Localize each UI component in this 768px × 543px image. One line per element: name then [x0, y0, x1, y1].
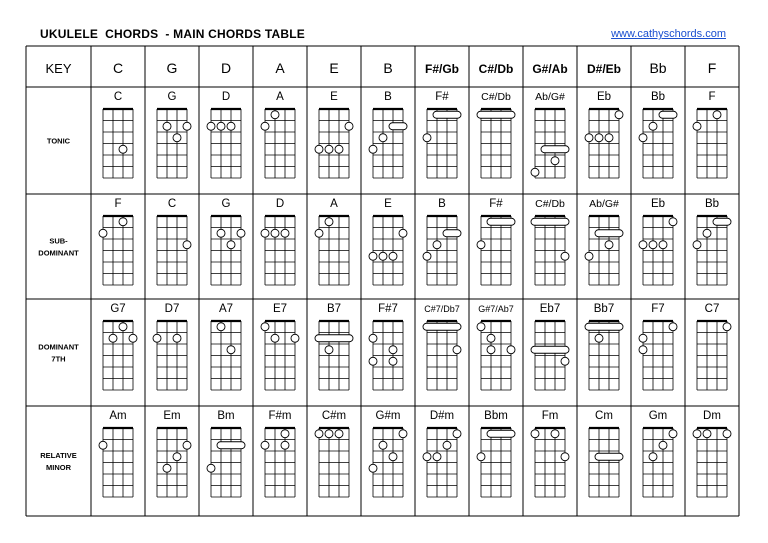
finger-dot: [669, 323, 677, 331]
chord-diagram: [477, 198, 515, 285]
chord-diagram: [157, 410, 191, 497]
finger-dot: [315, 145, 323, 153]
chord-diagram: [639, 198, 677, 285]
finger-dot: [345, 122, 353, 130]
finger-dot: [379, 441, 387, 449]
chord-diagram: [315, 198, 349, 285]
page-title: UKULELE CHORDS - MAIN CHORDS TABLE: [40, 27, 305, 41]
chord-name: C#/Db: [481, 91, 511, 103]
barre: [477, 111, 515, 118]
finger-dot: [315, 430, 323, 438]
finger-dot: [163, 464, 171, 472]
finger-dot: [369, 464, 377, 472]
finger-dot: [423, 134, 431, 142]
finger-dot: [389, 453, 397, 461]
row-label: SUB-: [49, 236, 68, 246]
finger-dot: [119, 145, 127, 153]
finger-dot: [217, 323, 225, 331]
finger-dot: [477, 453, 485, 461]
key-cell-10: Bb: [649, 60, 667, 76]
chord-diagram: [693, 198, 731, 285]
chord-diagram: [103, 303, 137, 390]
finger-dot: [723, 430, 731, 438]
finger-dot: [291, 334, 299, 342]
finger-dot: [507, 346, 515, 354]
finger-dot: [183, 122, 191, 130]
chord-name: F: [708, 91, 716, 103]
finger-dot: [443, 441, 451, 449]
key-cell-5: B: [383, 60, 393, 76]
finger-dot: [693, 430, 701, 438]
finger-dot: [217, 122, 225, 130]
finger-dot: [99, 441, 107, 449]
finger-dot: [561, 453, 569, 461]
finger-dot: [487, 346, 495, 354]
chord-name: G#7/Ab7: [478, 304, 514, 314]
barre: [315, 335, 353, 342]
finger-dot: [99, 229, 107, 237]
chord-diagram: [423, 410, 461, 497]
finger-dot: [163, 122, 171, 130]
finger-dot: [693, 122, 701, 130]
key-cell-7: C#/Db: [478, 62, 514, 76]
barre: [443, 230, 461, 237]
key-cell-8: G#/Ab: [532, 62, 568, 76]
finger-dot: [723, 323, 731, 331]
chord-name: C: [113, 91, 123, 103]
chord-diagram: [211, 198, 245, 285]
finger-dot: [227, 346, 235, 354]
chord-name: E: [384, 198, 392, 210]
finger-dot: [281, 229, 289, 237]
chord-diagram: [153, 303, 187, 390]
chord-diagram: [585, 303, 623, 390]
chord-name: C#7/Db7: [424, 304, 460, 314]
chord-diagram: [103, 91, 133, 178]
key-cell-0: C: [112, 60, 124, 76]
chord-diagram: [531, 303, 569, 390]
finger-dot: [389, 346, 397, 354]
finger-dot: [561, 357, 569, 365]
finger-dot: [561, 252, 569, 260]
finger-dot: [227, 241, 235, 249]
chord-diagram: [369, 198, 407, 285]
finger-dot: [487, 334, 495, 342]
chord-diagram: [211, 303, 241, 390]
chord-diagram: [643, 410, 677, 497]
finger-dot: [325, 346, 333, 354]
finger-dot: [453, 346, 461, 354]
chord-name: Bb7: [593, 303, 615, 315]
chord-diagram: [315, 303, 353, 390]
finger-dot: [119, 323, 127, 331]
finger-dot: [369, 145, 377, 153]
barre: [659, 111, 677, 118]
chord-diagram: [315, 91, 353, 178]
finger-dot: [129, 334, 137, 342]
chord-name: D7: [164, 303, 180, 315]
chord-name: Ab/G#: [535, 91, 565, 103]
finger-dot: [585, 252, 593, 260]
finger-dot: [173, 453, 181, 461]
chord-name: D: [275, 198, 285, 210]
finger-dot: [531, 430, 539, 438]
finger-dot: [585, 134, 593, 142]
finger-dot: [271, 229, 279, 237]
finger-dot: [551, 157, 559, 165]
chord-name: Fm: [541, 410, 559, 422]
finger-dot: [207, 122, 215, 130]
finger-dot: [325, 145, 333, 153]
chord-name: B7: [326, 303, 342, 315]
chord-name: F#: [489, 198, 503, 210]
chord-name: G: [221, 198, 231, 210]
finger-dot: [173, 334, 181, 342]
chord-name: Bm: [217, 410, 235, 422]
finger-dot: [261, 441, 269, 449]
chord-name: A7: [218, 303, 234, 315]
chord-name: G7: [110, 303, 126, 315]
finger-dot: [315, 229, 323, 237]
barre: [541, 146, 569, 153]
chord-name: E: [330, 91, 338, 103]
key-cell-9: D#/Eb: [586, 62, 622, 76]
key-cell-1: G: [166, 60, 178, 76]
chord-name: Em: [163, 410, 181, 422]
finger-dot: [423, 453, 431, 461]
finger-dot: [713, 111, 721, 119]
chord-name: B: [384, 91, 392, 103]
chord-diagram: [207, 410, 245, 497]
finger-dot: [595, 134, 603, 142]
chord-name: C#m: [321, 410, 347, 422]
row-label: TONIC: [46, 136, 71, 146]
chord-name: Eb: [650, 198, 666, 210]
barre: [433, 111, 461, 118]
finger-dot: [369, 334, 377, 342]
finger-dot: [335, 145, 343, 153]
finger-dot: [369, 252, 377, 260]
finger-dot: [531, 168, 539, 176]
finger-dot: [615, 111, 623, 119]
chord-diagram: [369, 91, 407, 178]
chord-diagram: [693, 91, 727, 178]
finger-dot: [639, 134, 647, 142]
chord-name: F7: [651, 303, 665, 315]
key-cell-11: F: [707, 60, 717, 76]
key-cell-2: D: [220, 60, 232, 76]
chord-name: A: [276, 91, 284, 103]
chord-name: Eb7: [539, 303, 561, 315]
barre: [531, 346, 569, 353]
chord-diagram: [585, 91, 623, 178]
chord-name: F#7: [378, 303, 398, 315]
finger-dot: [595, 334, 603, 342]
chord-diagram: [639, 91, 677, 178]
finger-dot: [389, 357, 397, 365]
chord-name: Ab/G#: [589, 198, 619, 210]
finger-dot: [639, 346, 647, 354]
finger-dot: [261, 323, 269, 331]
finger-dot: [325, 218, 333, 226]
finger-dot: [669, 218, 677, 226]
finger-dot: [433, 241, 441, 249]
chord-diagram: [693, 410, 731, 497]
row-label: 7TH: [51, 354, 66, 364]
chord-name: F: [114, 198, 122, 210]
chord-diagram: [369, 303, 403, 390]
barre: [713, 218, 731, 225]
chord-name: A: [330, 198, 338, 210]
chord-diagram: [423, 304, 461, 390]
chord-name: Gm: [648, 410, 668, 422]
barre: [423, 323, 461, 330]
chord-diagram: [261, 303, 299, 390]
chord-diagram: [589, 410, 623, 497]
chord-diagram: [157, 91, 191, 178]
finger-dot: [399, 430, 407, 438]
finger-dot: [183, 241, 191, 249]
chord-diagram: [531, 410, 569, 497]
finger-dot: [261, 122, 269, 130]
finger-dot: [639, 334, 647, 342]
barre: [595, 230, 623, 237]
finger-dot: [669, 430, 677, 438]
finger-dot: [703, 430, 711, 438]
chord-diagram: [697, 303, 731, 390]
finger-dot: [281, 430, 289, 438]
finger-dot: [369, 357, 377, 365]
chord-name: Dm: [703, 410, 721, 422]
finger-dot: [183, 441, 191, 449]
chord-name: Bb: [650, 91, 666, 103]
finger-dot: [605, 134, 613, 142]
finger-dot: [335, 430, 343, 438]
finger-dot: [649, 453, 657, 461]
finger-dot: [477, 241, 485, 249]
finger-dot: [227, 122, 235, 130]
finger-dot: [237, 229, 245, 237]
key-cell-3: A: [275, 60, 285, 76]
chord-name: Cm: [595, 410, 613, 422]
finger-dot: [423, 252, 431, 260]
barre: [487, 430, 515, 437]
row-label: DOMINANT: [38, 342, 79, 352]
finger-dot: [649, 122, 657, 130]
chord-name: D: [221, 91, 231, 103]
finger-dot: [693, 241, 701, 249]
row-label: RELATIVE: [40, 451, 77, 460]
chord-diagram: [261, 91, 295, 178]
chord-name: D#m: [429, 410, 455, 422]
chord-diagram: [477, 410, 515, 497]
finger-dot: [639, 241, 647, 249]
chord-diagram: [99, 410, 133, 497]
barre: [585, 323, 623, 330]
key-cell-6: F#/Gb: [424, 62, 460, 76]
finger-dot: [207, 464, 215, 472]
finger-dot: [217, 229, 225, 237]
chord-diagram: [477, 91, 515, 178]
chord-diagram: [315, 410, 349, 497]
chord-diagram: [423, 198, 461, 285]
chord-diagram: [585, 198, 623, 285]
key-cell-4: E: [329, 60, 339, 76]
finger-dot: [551, 430, 559, 438]
chord-diagram: [477, 304, 515, 390]
finger-dot: [399, 229, 407, 237]
chord-name: G#m: [375, 410, 401, 422]
finger-dot: [453, 430, 461, 438]
chord-name: C7: [704, 303, 720, 315]
chord-diagram: [261, 410, 295, 497]
finger-dot: [173, 134, 181, 142]
chord-name: C#/Db: [535, 198, 565, 210]
finger-dot: [119, 218, 127, 226]
finger-dot: [433, 453, 441, 461]
row-label: DOMINANT: [38, 248, 79, 258]
finger-dot: [281, 441, 289, 449]
chord-name: G: [167, 91, 177, 103]
chord-diagram: [157, 198, 191, 285]
chord-diagram: [99, 198, 133, 285]
finger-dot: [659, 441, 667, 449]
finger-dot: [649, 241, 657, 249]
barre: [217, 442, 245, 449]
finger-dot: [659, 241, 667, 249]
chord-diagram: [531, 198, 569, 285]
finger-dot: [477, 323, 485, 331]
finger-dot: [325, 430, 333, 438]
chord-name: E7: [272, 303, 288, 315]
chord-name: F#: [435, 91, 449, 103]
finger-dot: [605, 241, 613, 249]
chord-name: Bb: [704, 198, 720, 210]
finger-dot: [379, 252, 387, 260]
finger-dot: [271, 111, 279, 119]
finger-dot: [153, 334, 161, 342]
chord-name: B: [438, 198, 446, 210]
barre: [595, 453, 623, 460]
finger-dot: [379, 134, 387, 142]
finger-dot: [109, 334, 117, 342]
website-link[interactable]: www.cathyschords.com: [611, 28, 726, 40]
finger-dot: [389, 252, 397, 260]
barre: [487, 218, 515, 225]
key-header: KEY: [45, 61, 72, 76]
chord-diagram: [531, 91, 569, 178]
chord-diagram: [369, 410, 407, 497]
chord-name: F#m: [268, 410, 292, 422]
barre: [389, 123, 407, 130]
chord-name: C: [167, 198, 177, 210]
barre: [531, 218, 569, 225]
chord-diagram: [207, 91, 241, 178]
finger-dot: [271, 334, 279, 342]
chord-diagram: [261, 198, 295, 285]
chord-name: Bbm: [484, 410, 508, 422]
chord-name: Eb: [596, 91, 612, 103]
chord-name: Am: [109, 410, 127, 422]
chord-diagram: [639, 303, 677, 390]
finger-dot: [261, 229, 269, 237]
finger-dot: [703, 229, 711, 237]
chord-diagram: [423, 91, 461, 178]
row-label: MINOR: [46, 463, 71, 472]
